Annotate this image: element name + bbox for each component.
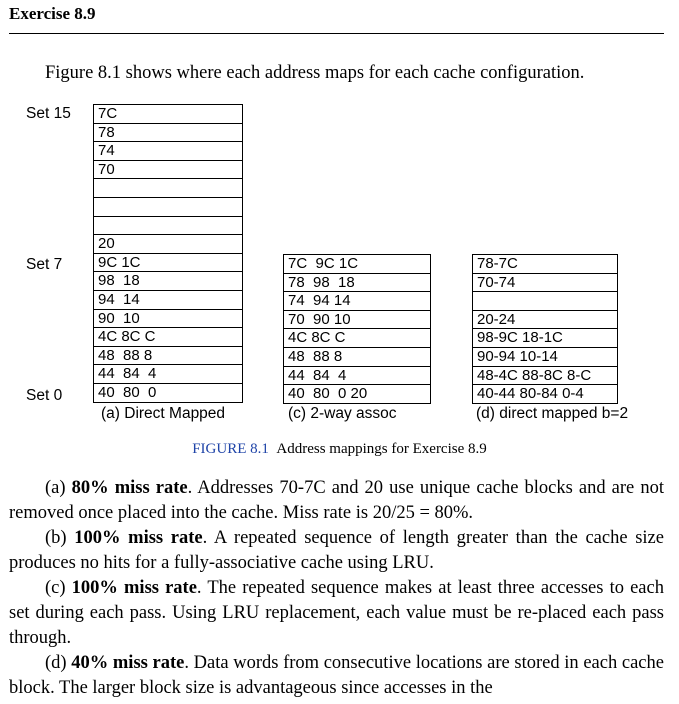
- figure-caption-text: Address mappings for Exercise 8.9: [276, 441, 487, 457]
- cache-cell: 70-74: [472, 274, 618, 293]
- cache-cell: 48 88 8: [93, 347, 243, 366]
- answer-d: (d) 40% miss rate. Data words from consecutive locations are stored in each cache block. The larger block size is advantageous since accesses in the: [9, 653, 664, 698]
- set-15-label: Set 15: [26, 105, 71, 122]
- cache-cell: [93, 217, 243, 236]
- answer-c-rate: 100% miss rate: [71, 578, 197, 598]
- cache-cell: 48 88 8: [283, 348, 431, 367]
- direct-mapped-b2-cache: [472, 254, 618, 404]
- cache-cell: 70 90 10: [283, 311, 431, 330]
- answer-d-rate: 40% miss rate: [71, 653, 185, 673]
- answers: [9, 476, 664, 701]
- caption-two-way-assoc: (c) 2-way assoc: [288, 405, 397, 422]
- cache-cell: [93, 179, 243, 198]
- cache-cell: 7C 9C 1C: [283, 255, 431, 274]
- caption-direct-mapped-b2: (d) direct mapped b=2: [476, 405, 629, 422]
- cache-cell: [472, 292, 618, 311]
- cache-cell: 9C 1C: [93, 254, 243, 273]
- cache-cell: 78 98 18: [283, 274, 431, 293]
- cache-cell: 90-94 10-14: [472, 348, 618, 367]
- cache-cell: 7C: [93, 105, 243, 124]
- answer-b-rate: 100% miss rate: [74, 528, 203, 548]
- figure-number: FIGURE 8.1: [192, 441, 269, 457]
- heading-rule: [9, 33, 664, 34]
- cache-cell: 48-4C 88-8C 8-C: [472, 367, 618, 386]
- set-7-label: Set 7: [26, 256, 63, 273]
- cache-cell: 44 84 4: [283, 367, 431, 386]
- cache-cell: 94 14: [93, 291, 243, 310]
- intro-sentence: Figure 8.1 shows where each address maps for each cache configuration.: [45, 63, 585, 83]
- cache-cell: 20: [93, 235, 243, 254]
- cache-cell: 70: [93, 161, 243, 180]
- cache-cell: 40-44 80-84 0-4: [472, 385, 618, 404]
- direct-mapped-cache: [93, 104, 243, 403]
- cache-cell: 98 18: [93, 272, 243, 291]
- caption-direct-mapped: (a) Direct Mapped: [101, 405, 226, 422]
- answer-b: (b) 100% miss rate. A repeated sequence of length greater than the cache size produces no hits for a fully-associative cache using LRU.: [9, 528, 664, 573]
- cache-cell: 78: [93, 124, 243, 143]
- cache-cell: 74 94 14: [283, 292, 431, 311]
- cache-cell: 98-9C 18-1C: [472, 329, 618, 348]
- cache-cell: 40 80 0: [93, 384, 243, 403]
- cache-cell: 4C 8C C: [93, 328, 243, 347]
- cache-cell: 78-7C: [472, 255, 618, 274]
- cache-cell: 74: [93, 142, 243, 161]
- set-0-label: Set 0: [26, 387, 63, 404]
- cache-cell: 44 84 4: [93, 365, 243, 384]
- answer-a: (a) 80% miss rate. Addresses 70-7C and 20 use unique cache blocks and are not removed once placed into the cache. Miss rate is 20/25 = 80%.: [9, 478, 664, 523]
- answer-c: (c) 100% miss rate. The repeated sequence makes at least three accesses to each set during each pass. Using LRU replacement, each value must be re-placed each pass through.: [9, 578, 664, 648]
- exercise-heading: Exercise 8.9: [9, 4, 96, 23]
- cache-cell: 20-24: [472, 311, 618, 330]
- cache-cell: [93, 198, 243, 217]
- answer-a-rate: 80% miss rate: [71, 478, 188, 498]
- figure-caption: [0, 441, 679, 458]
- cache-cell: 90 10: [93, 310, 243, 329]
- two-way-assoc-cache: [283, 254, 431, 404]
- cache-cell: 40 80 0 20: [283, 385, 431, 404]
- cache-cell: 4C 8C C: [283, 329, 431, 348]
